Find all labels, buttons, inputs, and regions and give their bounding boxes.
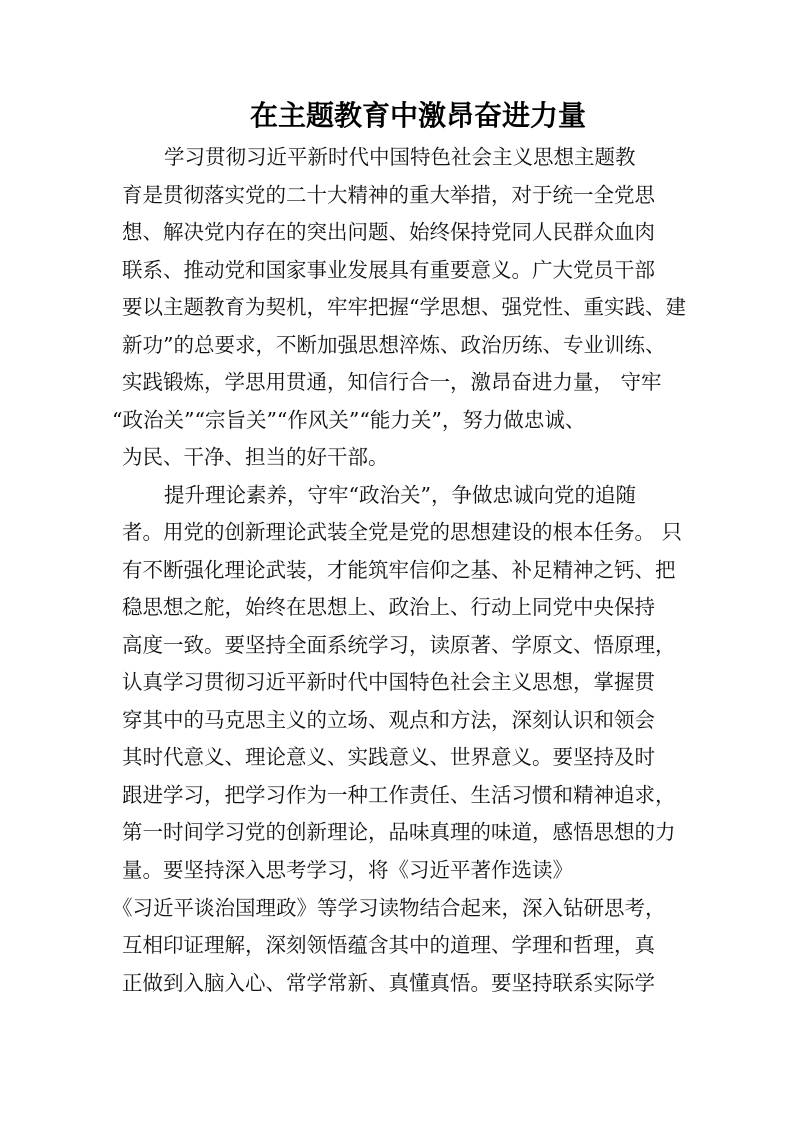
body-line: 实践锻炼，学思用贯通，知信行合一，激昂奋进力量， 守牢 bbox=[122, 370, 662, 394]
body-line: 有不断强化理论武装，才能筑牢信仰之基、补足精神之钙、把 bbox=[122, 558, 676, 582]
body-line: 跟进学习，把学习作为一种工作责任、生活习惯和精神追求， bbox=[122, 783, 676, 807]
body-line: 《习近平谈治国理政》等学习读物结合起来，深入钻研思考， bbox=[112, 896, 666, 920]
body-line: 提升理论素养，守牢“政治关”，争做忠诚向党的追随 bbox=[164, 483, 636, 507]
body-line: 正做到入脑入心、常学常新、真懂真悟。要坚持联系实际学 bbox=[122, 971, 655, 995]
body-line: 要以主题教育为契机，牢牢把握“学思想、强党性、重实践、建 bbox=[122, 295, 686, 319]
body-line: 想、解决党内存在的突出问题、始终保持党同人民群众血肉 bbox=[122, 220, 655, 244]
body-line: 育是贯彻落实党的二十大精神的重大举措，对于统一全党思 bbox=[122, 183, 655, 207]
body-line: 为民、干净、担当的好干部。 bbox=[122, 445, 389, 469]
body-line: “政治关”“宗旨关”“作风关”“能力关”，努力做忠诚、 bbox=[112, 408, 586, 432]
body-line: 学习贯彻习近平新时代中国特色社会主义思想主题教 bbox=[164, 145, 636, 169]
body-line: 互相印证理解，深刻领悟蕴含其中的道理、学理和哲理，真 bbox=[122, 933, 655, 957]
body-line: 者。用党的创新理论武装全党是党的思想建设的根本任务。 只 bbox=[122, 520, 683, 544]
body-line: 稳思想之舵，始终在思想上、政治上、行动上同党中央保持 bbox=[122, 595, 655, 619]
body-line: 认真学习贯彻习近平新时代中国特色社会主义思想，掌握贯 bbox=[122, 670, 655, 694]
body-line: 高度一致。要坚持全面系统学习，读原著、学原文、悟原理， bbox=[122, 633, 676, 657]
body-line: 第一时间学习党的创新理论，品味真理的味道，感悟思想的力 bbox=[122, 820, 676, 844]
body-line: 其时代意义、理论意义、实践意义、世界意义。要坚持及时 bbox=[122, 745, 655, 769]
body-line: 新功”的总要求，不断加强思想淬炼、政治历练、专业训练、 bbox=[122, 333, 666, 357]
body-line: 量。要坚持深入思考学习，将《习近平著作选读》 bbox=[122, 858, 573, 882]
document-title: 在主题教育中激昂奋进力量 bbox=[250, 99, 587, 132]
body-line: 穿其中的马克思主义的立场、观点和方法，深刻认识和领会 bbox=[122, 708, 655, 732]
body-line: 联系、推动党和国家事业发展具有重要意义。广大党员干部 bbox=[122, 258, 655, 282]
